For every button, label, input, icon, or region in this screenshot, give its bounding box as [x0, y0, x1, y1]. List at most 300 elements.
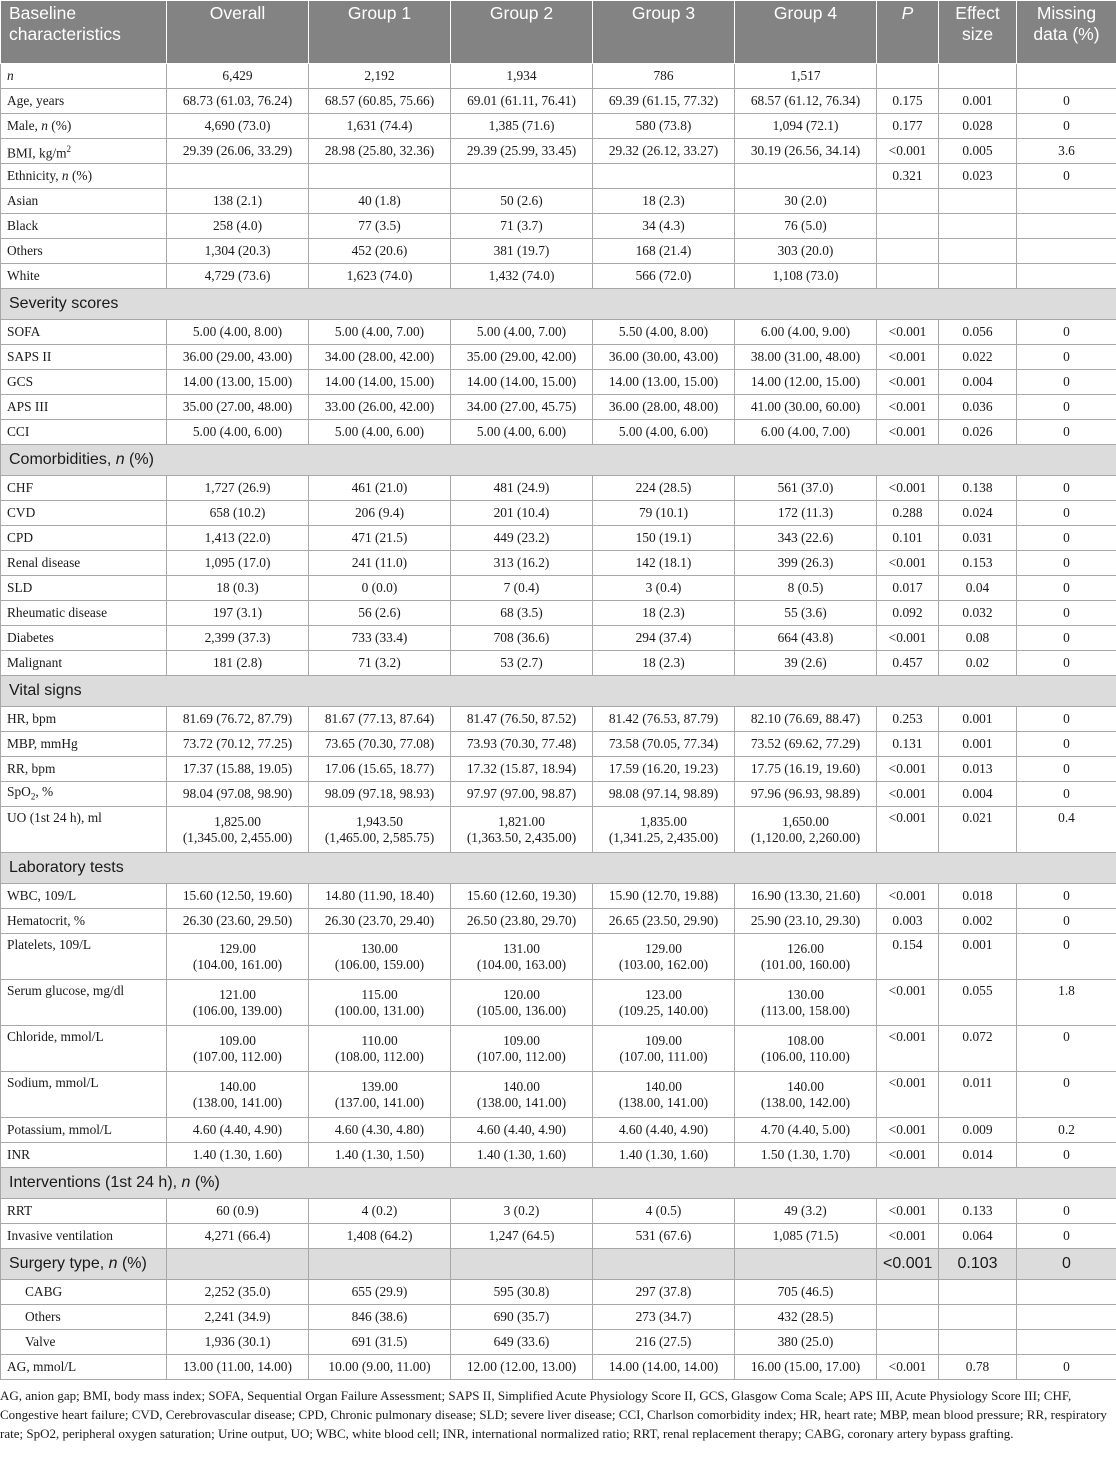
row-label: HR, bpm — [1, 707, 167, 732]
cell-group3: 566 (72.0) — [593, 264, 735, 289]
cell-effect: 0.056 — [939, 320, 1017, 345]
cell-effect — [939, 214, 1017, 239]
cell-p: <0.001 — [877, 320, 939, 345]
cell-group3: 531 (67.6) — [593, 1224, 735, 1249]
row-label: SAPS II — [1, 345, 167, 370]
cell-group1: 28.98 (25.80, 32.36) — [309, 139, 451, 164]
cell-group2: 449 (23.2) — [451, 526, 593, 551]
cell-group4: 68.57 (61.12, 76.34) — [735, 89, 877, 114]
row-label: RRT — [1, 1199, 167, 1224]
cell-group3: 18 (2.3) — [593, 189, 735, 214]
row-label: Sodium, mmol/L — [1, 1072, 167, 1118]
row-label: Age, years — [1, 89, 167, 114]
cell-overall: 98.04 (97.08, 98.90) — [167, 782, 309, 807]
cell-p: 0.457 — [877, 651, 939, 676]
cell-missing: 0 — [1017, 1143, 1116, 1168]
cell-effect — [939, 1330, 1017, 1355]
cell-group2: 5.00 (4.00, 7.00) — [451, 320, 593, 345]
cell-group2 — [451, 164, 593, 189]
cell-missing — [1017, 1305, 1116, 1330]
table-row-others-ethnicity — [1, 239, 1116, 264]
cell-group1: 68.57 (60.85, 75.66) — [309, 89, 451, 114]
row-label: UO (1st 24 h), ml — [1, 807, 167, 853]
table-row-potassium — [1, 1118, 1116, 1143]
cell-p — [877, 239, 939, 264]
cell-p: <0.001 — [877, 370, 939, 395]
cell-group3: 26.65 (23.50, 29.90) — [593, 909, 735, 934]
cell-overall: 13.00 (11.00, 14.00) — [167, 1355, 309, 1380]
cell-p: <0.001 — [877, 807, 939, 853]
cell-group1: 98.09 (97.18, 98.93) — [309, 782, 451, 807]
cell-group4: 49 (3.2) — [735, 1199, 877, 1224]
cell-p: 0.253 — [877, 707, 939, 732]
header-group4: Group 4 — [735, 1, 877, 64]
cell-group1: 2,192 — [309, 64, 451, 89]
cell-effect: 0.022 — [939, 345, 1017, 370]
cell-missing: 0 — [1017, 1026, 1116, 1072]
cell-group4: 17.75 (16.19, 19.60) — [735, 757, 877, 782]
cell-group1: 5.00 (4.00, 7.00) — [309, 320, 451, 345]
header-baseline-characteristics: Baseline characteristics — [1, 1, 167, 64]
cell-p: 0.175 — [877, 89, 939, 114]
cell-group2 — [451, 1249, 593, 1280]
cell-group3: 5.50 (4.00, 8.00) — [593, 320, 735, 345]
cell-group2: 120.00 (105.00, 136.00) — [451, 980, 593, 1026]
row-label: Black — [1, 214, 167, 239]
cell-group2: 29.39 (25.99, 33.45) — [451, 139, 593, 164]
table-row-renal — [1, 551, 1116, 576]
cell-missing: 3.6 — [1017, 139, 1116, 164]
cell-p — [877, 189, 939, 214]
header-p-value: P — [877, 1, 939, 64]
table-row-invasive-ventilation — [1, 1224, 1116, 1249]
cell-group3 — [593, 164, 735, 189]
cell-group4: 16.90 (13.30, 21.60) — [735, 884, 877, 909]
row-label: MBP, mmHg — [1, 732, 167, 757]
cell-group2: 12.00 (12.00, 13.00) — [451, 1355, 593, 1380]
cell-group4: 172 (11.3) — [735, 501, 877, 526]
cell-group2: 7 (0.4) — [451, 576, 593, 601]
cell-group1: 34.00 (28.00, 42.00) — [309, 345, 451, 370]
cell-group4: 664 (43.8) — [735, 626, 877, 651]
cell-overall: 4,690 (73.0) — [167, 114, 309, 139]
cell-group2: 481 (24.9) — [451, 476, 593, 501]
cell-effect — [939, 264, 1017, 289]
row-label: CVD — [1, 501, 167, 526]
cell-missing: 0 — [1017, 884, 1116, 909]
table-row-rheumatic — [1, 601, 1116, 626]
cell-group4: 130.00 (113.00, 158.00) — [735, 980, 877, 1026]
table-row-saps — [1, 345, 1116, 370]
cell-group2: 1,934 — [451, 64, 593, 89]
cell-overall: 258 (4.0) — [167, 214, 309, 239]
cell-overall: 26.30 (23.60, 29.50) — [167, 909, 309, 934]
row-label: SLD — [1, 576, 167, 601]
cell-effect: 0.002 — [939, 909, 1017, 934]
cell-effect — [939, 1305, 1017, 1330]
cell-missing: 0 — [1017, 1072, 1116, 1118]
cell-p: <0.001 — [877, 1224, 939, 1249]
cell-p — [877, 214, 939, 239]
cell-group3: 273 (34.7) — [593, 1305, 735, 1330]
cell-group2: 71 (3.7) — [451, 214, 593, 239]
cell-overall: 4,729 (73.6) — [167, 264, 309, 289]
cell-effect: 0.02 — [939, 651, 1017, 676]
cell-effect — [939, 64, 1017, 89]
cell-missing: 0 — [1017, 1199, 1116, 1224]
cell-group4: 41.00 (30.00, 60.00) — [735, 395, 877, 420]
cell-group4: 1,650.00 (1,120.00, 2,260.00) — [735, 807, 877, 853]
cell-group2: 34.00 (27.00, 45.75) — [451, 395, 593, 420]
cell-group4: 82.10 (76.69, 88.47) — [735, 707, 877, 732]
cell-group3: 4 (0.5) — [593, 1199, 735, 1224]
table-row-chloride — [1, 1026, 1116, 1072]
cell-group1: 17.06 (15.65, 18.77) — [309, 757, 451, 782]
cell-overall: 121.00 (106.00, 139.00) — [167, 980, 309, 1026]
cell-group4 — [735, 164, 877, 189]
cell-group4: 6.00 (4.00, 7.00) — [735, 420, 877, 445]
cell-effect — [939, 239, 1017, 264]
cell-group1: 10.00 (9.00, 11.00) — [309, 1355, 451, 1380]
cell-group3: 79 (10.1) — [593, 501, 735, 526]
cell-group2: 1,247 (64.5) — [451, 1224, 593, 1249]
table-row-ethnicity — [1, 164, 1116, 189]
cell-group3: 29.32 (26.12, 33.27) — [593, 139, 735, 164]
cell-group2: 649 (33.6) — [451, 1330, 593, 1355]
cell-missing: 0 — [1017, 576, 1116, 601]
cell-overall: 2,241 (34.9) — [167, 1305, 309, 1330]
cell-group3: 142 (18.1) — [593, 551, 735, 576]
table-row-mbp — [1, 732, 1116, 757]
cell-p: <0.001 — [877, 1143, 939, 1168]
cell-p: <0.001 — [877, 551, 939, 576]
cell-overall: 14.00 (13.00, 15.00) — [167, 370, 309, 395]
section-surgery-type — [1, 1249, 1116, 1280]
cell-overall: 68.73 (61.03, 76.24) — [167, 89, 309, 114]
cell-missing: 0 — [1017, 551, 1116, 576]
cell-overall: 129.00 (104.00, 161.00) — [167, 934, 309, 980]
cell-effect: 0.001 — [939, 89, 1017, 114]
row-label: Others — [1, 239, 167, 264]
cell-p: <0.001 — [877, 980, 939, 1026]
section-title: Severity scores — [1, 289, 1116, 320]
cell-missing: 0 — [1017, 370, 1116, 395]
cell-p: <0.001 — [877, 1072, 939, 1118]
cell-group1: 110.00 (108.00, 112.00) — [309, 1026, 451, 1072]
cell-missing: 0 — [1017, 782, 1116, 807]
cell-group1: 33.00 (26.00, 42.00) — [309, 395, 451, 420]
cell-group1: 1.40 (1.30, 1.50) — [309, 1143, 451, 1168]
cell-missing: 0.2 — [1017, 1118, 1116, 1143]
cell-group2: 69.01 (61.11, 76.41) — [451, 89, 593, 114]
table-footnote: AG, anion gap; BMI, body mass index; SOFA, Sequential Organ Failure Assessment; SAPS II, Simplified Acute Physiology Score II, GCS, Glasgow Coma Scale; APS III, Acute Physiology Score III; CHF, Congestive heart failure; CVD, Cerebrovascular disease; CPD, Chronic pulmonary disease; SLD; severe liver disease; CCI, Charlson comorbidity index; HR, heart rate; MBP, mean blood pressure; RR, respiratory rate; SpO2, peripheral oxygen saturation; Urine output, UO; WBC, white blood cell; INR, international normalized ratio; RRT, renal replacement therapy; CABG, coronary artery bypass grafting. — [0, 1388, 1107, 1441]
cell-group3 — [593, 1249, 735, 1280]
row-label: AG, mmol/L — [1, 1355, 167, 1380]
cell-group4 — [735, 1249, 877, 1280]
table-row-wbc — [1, 884, 1116, 909]
cell-overall — [167, 1249, 309, 1280]
cell-group2: 690 (35.7) — [451, 1305, 593, 1330]
table-row-inr — [1, 1143, 1116, 1168]
cell-missing: 0 — [1017, 476, 1116, 501]
header-missing-data: Missing data (%) — [1017, 1, 1116, 64]
cell-p: <0.001 — [877, 626, 939, 651]
cell-p — [877, 1330, 939, 1355]
cell-effect: 0.08 — [939, 626, 1017, 651]
cell-overall: 29.39 (26.06, 33.29) — [167, 139, 309, 164]
cell-group1: 71 (3.2) — [309, 651, 451, 676]
cell-group1: 206 (9.4) — [309, 501, 451, 526]
row-label: SpO$_2$, % — [1, 782, 167, 807]
cell-p: <0.001 — [877, 1199, 939, 1224]
cell-effect: 0.024 — [939, 501, 1017, 526]
cell-group3: 36.00 (28.00, 48.00) — [593, 395, 735, 420]
cell-group3: 216 (27.5) — [593, 1330, 735, 1355]
cell-effect: 0.009 — [939, 1118, 1017, 1143]
row-label: Diabetes — [1, 626, 167, 651]
cell-group3: 3 (0.4) — [593, 576, 735, 601]
section-title: Surgery type, n (%) — [1, 1249, 167, 1280]
table-row-sodium — [1, 1072, 1116, 1118]
cell-group4: 39 (2.6) — [735, 651, 877, 676]
cell-group2: 3 (0.2) — [451, 1199, 593, 1224]
cell-missing: 0 — [1017, 626, 1116, 651]
cell-p: 0.092 — [877, 601, 939, 626]
cell-effect: 0.001 — [939, 934, 1017, 980]
table-row-uo — [1, 807, 1116, 853]
cell-effect: 0.036 — [939, 395, 1017, 420]
cell-group3: 34 (4.3) — [593, 214, 735, 239]
cell-group1: 1,943.50 (1,465.00, 2,585.75) — [309, 807, 451, 853]
cell-group4: 14.00 (12.00, 15.00) — [735, 370, 877, 395]
cell-p: <0.001 — [877, 1026, 939, 1072]
cell-missing — [1017, 64, 1116, 89]
cell-group3: 18 (2.3) — [593, 601, 735, 626]
cell-group3: 1,835.00 (1,341.25, 2,435.00) — [593, 807, 735, 853]
cell-overall: 4.60 (4.40, 4.90) — [167, 1118, 309, 1143]
table-row-age — [1, 89, 1116, 114]
table-row-asian — [1, 189, 1116, 214]
cell-group2: 53 (2.7) — [451, 651, 593, 676]
section-title: Vital signs — [1, 676, 1116, 707]
row-label: CCI — [1, 420, 167, 445]
cell-group1: 691 (31.5) — [309, 1330, 451, 1355]
row-label: Ethnicity, n (%) — [1, 164, 167, 189]
cell-group1: 846 (38.6) — [309, 1305, 451, 1330]
header-group1: Group 1 — [309, 1, 451, 64]
row-label: Chloride, mmol/L — [1, 1026, 167, 1072]
section-severity-scores — [1, 289, 1116, 320]
cell-group4: 55 (3.6) — [735, 601, 877, 626]
cell-group2: 708 (36.6) — [451, 626, 593, 651]
cell-group4: 25.90 (23.10, 29.30) — [735, 909, 877, 934]
cell-group3: 168 (21.4) — [593, 239, 735, 264]
cell-overall: 6,429 — [167, 64, 309, 89]
table-row-platelets — [1, 934, 1116, 980]
table-row-sld — [1, 576, 1116, 601]
cell-group2: 1,821.00 (1,363.50, 2,435.00) — [451, 807, 593, 853]
cell-effect — [939, 1280, 1017, 1305]
cell-group1: 4 (0.2) — [309, 1199, 451, 1224]
header-effect-size: Effect size — [939, 1, 1017, 64]
cell-group1: 655 (29.9) — [309, 1280, 451, 1305]
cell-effect: 0.153 — [939, 551, 1017, 576]
section-comorbidities — [1, 445, 1116, 476]
table-row-diabetes — [1, 626, 1116, 651]
cell-missing: 0 — [1017, 420, 1116, 445]
cell-group3: 786 — [593, 64, 735, 89]
table-row-gcs — [1, 370, 1116, 395]
cell-group4: 1,517 — [735, 64, 877, 89]
table-row-black — [1, 214, 1116, 239]
cell-group4: 432 (28.5) — [735, 1305, 877, 1330]
cell-group3: 140.00 (138.00, 141.00) — [593, 1072, 735, 1118]
cell-group1: 14.80 (11.90, 18.40) — [309, 884, 451, 909]
cell-group3: 297 (37.8) — [593, 1280, 735, 1305]
cell-group3: 294 (37.4) — [593, 626, 735, 651]
cell-missing: 0 — [1017, 707, 1116, 732]
cell-effect: 0.78 — [939, 1355, 1017, 1380]
cell-overall: 5.00 (4.00, 6.00) — [167, 420, 309, 445]
table-row-cci — [1, 420, 1116, 445]
cell-group2: 35.00 (29.00, 42.00) — [451, 345, 593, 370]
cell-group1: 77 (3.5) — [309, 214, 451, 239]
row-label: CABG — [1, 1280, 167, 1305]
cell-overall — [167, 164, 309, 189]
cell-group4: 140.00 (138.00, 142.00) — [735, 1072, 877, 1118]
cell-group1: 73.65 (70.30, 77.08) — [309, 732, 451, 757]
cell-group3: 1.40 (1.30, 1.60) — [593, 1143, 735, 1168]
row-label: Hematocrit, % — [1, 909, 167, 934]
cell-effect: 0.138 — [939, 476, 1017, 501]
cell-missing: 0 — [1017, 601, 1116, 626]
row-label: Invasive ventilation — [1, 1224, 167, 1249]
cell-missing — [1017, 1280, 1116, 1305]
table-row-others-surgery — [1, 1305, 1116, 1330]
cell-p: <0.001 — [877, 1118, 939, 1143]
cell-p: <0.001 — [877, 420, 939, 445]
cell-overall: 1,727 (26.9) — [167, 476, 309, 501]
cell-missing: 0 — [1017, 651, 1116, 676]
header-overall: Overall — [167, 1, 309, 64]
table-row-valve — [1, 1330, 1116, 1355]
cell-group1: 115.00 (100.00, 131.00) — [309, 980, 451, 1026]
cell-overall: 35.00 (27.00, 48.00) — [167, 395, 309, 420]
cell-group3: 129.00 (103.00, 162.00) — [593, 934, 735, 980]
cell-overall: 181 (2.8) — [167, 651, 309, 676]
row-label: Serum glucose, mg/dl — [1, 980, 167, 1026]
cell-group4: 380 (25.0) — [735, 1330, 877, 1355]
cell-group3: 150 (19.1) — [593, 526, 735, 551]
cell-overall: 4,271 (66.4) — [167, 1224, 309, 1249]
cell-group2: 4.60 (4.40, 4.90) — [451, 1118, 593, 1143]
cell-group4: 16.00 (15.00, 17.00) — [735, 1355, 877, 1380]
cell-overall: 109.00 (107.00, 112.00) — [167, 1026, 309, 1072]
cell-missing: 0 — [1017, 1224, 1116, 1249]
cell-p: <0.001 — [877, 345, 939, 370]
cell-group4: 705 (46.5) — [735, 1280, 877, 1305]
cell-missing: 0 — [1017, 909, 1116, 934]
cell-group4: 343 (22.6) — [735, 526, 877, 551]
row-label: Potassium, mmol/L — [1, 1118, 167, 1143]
row-label: Male, n (%) — [1, 114, 167, 139]
cell-group2: 68 (3.5) — [451, 601, 593, 626]
table-row-bmi — [1, 139, 1116, 164]
cell-group1: 461 (21.0) — [309, 476, 451, 501]
cell-missing — [1017, 189, 1116, 214]
cell-group4: 126.00 (101.00, 160.00) — [735, 934, 877, 980]
cell-group3: 14.00 (13.00, 15.00) — [593, 370, 735, 395]
cell-group1: 40 (1.8) — [309, 189, 451, 214]
cell-p — [877, 1305, 939, 1330]
cell-missing — [1017, 264, 1116, 289]
table-row-rr — [1, 757, 1116, 782]
row-label: INR — [1, 1143, 167, 1168]
table-row-white — [1, 264, 1116, 289]
cell-group4: 4.70 (4.40, 5.00) — [735, 1118, 877, 1143]
header-group2: Group 2 — [451, 1, 593, 64]
cell-p — [877, 1280, 939, 1305]
cell-group3: 5.00 (4.00, 6.00) — [593, 420, 735, 445]
cell-p: <0.001 — [877, 1249, 939, 1280]
row-label: CHF — [1, 476, 167, 501]
cell-group2: 201 (10.4) — [451, 501, 593, 526]
cell-group1: 0 (0.0) — [309, 576, 451, 601]
cell-overall: 1,413 (22.0) — [167, 526, 309, 551]
cell-effect: 0.021 — [939, 807, 1017, 853]
table-row-chf — [1, 476, 1116, 501]
cell-effect: 0.005 — [939, 139, 1017, 164]
cell-group4: 303 (20.0) — [735, 239, 877, 264]
cell-group2: 26.50 (23.80, 29.70) — [451, 909, 593, 934]
cell-group2: 313 (16.2) — [451, 551, 593, 576]
cell-missing: 0 — [1017, 757, 1116, 782]
cell-p: 0.177 — [877, 114, 939, 139]
cell-overall: 60 (0.9) — [167, 1199, 309, 1224]
cell-effect: 0.103 — [939, 1249, 1017, 1280]
row-label: BMI, $kg/m^2$ — [1, 139, 167, 164]
cell-overall: 18 (0.3) — [167, 576, 309, 601]
cell-overall: 36.00 (29.00, 43.00) — [167, 345, 309, 370]
cell-p: 0.101 — [877, 526, 939, 551]
cell-missing: 0 — [1017, 164, 1116, 189]
cell-group4: 8 (0.5) — [735, 576, 877, 601]
cell-overall: 1,825.00 (1,345.00, 2,455.00) — [167, 807, 309, 853]
cell-effect: 0.013 — [939, 757, 1017, 782]
cell-overall: 5.00 (4.00, 8.00) — [167, 320, 309, 345]
row-label: Valve — [1, 1330, 167, 1355]
table-row-hr — [1, 707, 1116, 732]
cell-group4: 30 (2.0) — [735, 189, 877, 214]
cell-overall: 658 (10.2) — [167, 501, 309, 526]
cell-p: 0.017 — [877, 576, 939, 601]
cell-group2: 109.00 (107.00, 112.00) — [451, 1026, 593, 1072]
cell-group2: 73.93 (70.30, 77.48) — [451, 732, 593, 757]
table-row-ag — [1, 1355, 1116, 1380]
cell-group1: 4.60 (4.30, 4.80) — [309, 1118, 451, 1143]
table-row-rrt — [1, 1199, 1116, 1224]
cell-group3: 36.00 (30.00, 43.00) — [593, 345, 735, 370]
row-label: Asian — [1, 189, 167, 214]
cell-missing: 0 — [1017, 501, 1116, 526]
cell-group2: 595 (30.8) — [451, 1280, 593, 1305]
row-label: GCS — [1, 370, 167, 395]
cell-group3: 4.60 (4.40, 4.90) — [593, 1118, 735, 1143]
cell-group1: 56 (2.6) — [309, 601, 451, 626]
cell-effect: 0.04 — [939, 576, 1017, 601]
row-label: Others — [1, 1305, 167, 1330]
cell-missing: 0 — [1017, 345, 1116, 370]
